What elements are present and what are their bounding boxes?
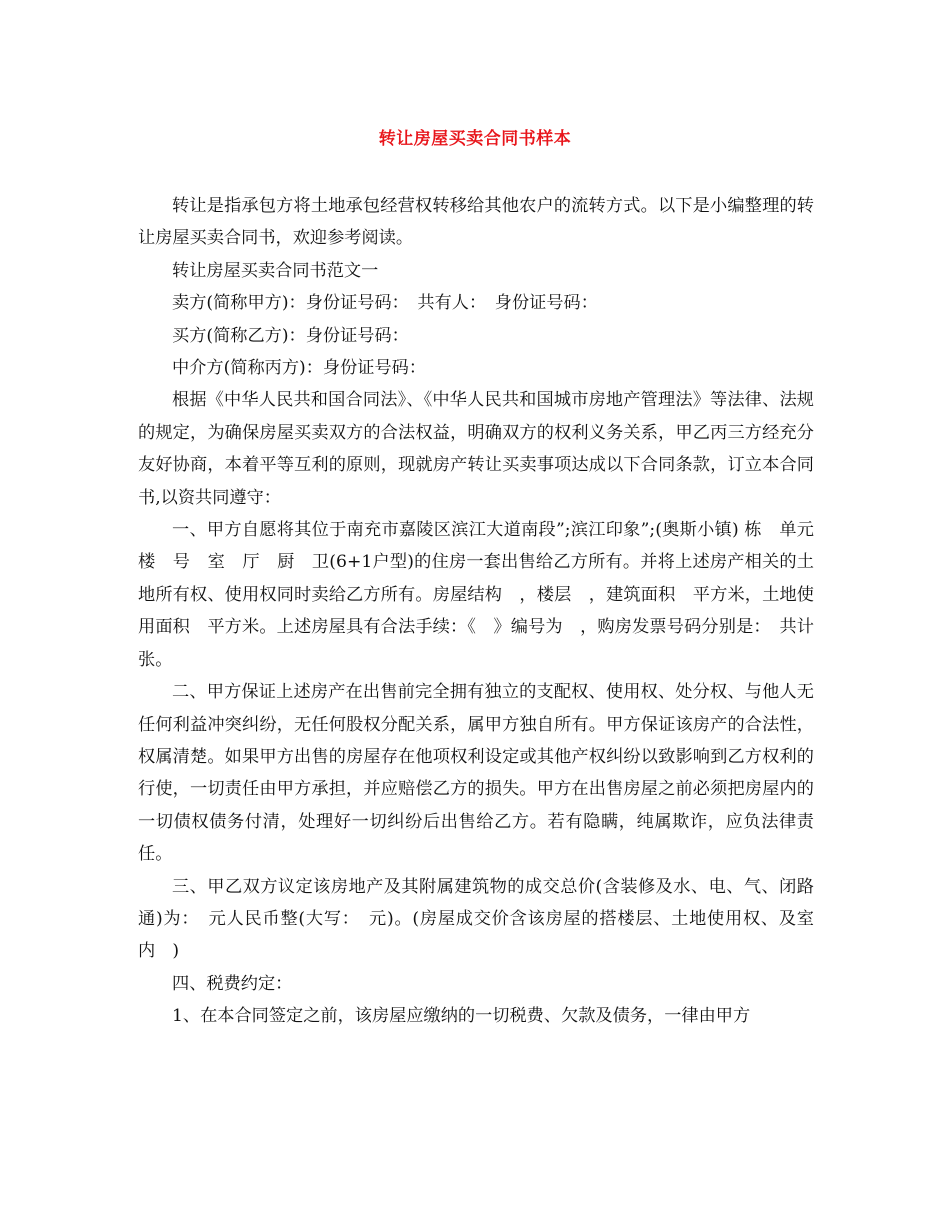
document-body <box>138 190 832 1033</box>
paragraph-agent: 中介方(简称丙方)：身份证号码： <box>172 358 427 379</box>
document-title: 转让房屋买卖合同书样本 <box>378 129 572 149</box>
paragraph-clause-4: 四、税费约定： <box>172 973 293 994</box>
paragraph-clause-3: 三、甲乙双方议定该房地产及其附属建筑物的成交总价(含装修及水、电、气、闭路通)为： 元人民币整(大写： 元)。(房屋成交价含该房屋的搭楼层、土地使用权、及室内 ) <box>138 876 814 962</box>
paragraph-clause-2: 二、甲方保证上述房产在出售前完全拥有独立的支配权、使用权、处分权、与他人无任何利益冲突纠纷，无任何股权分配关系，属甲方独自所有。甲方保证该房产的合法性，权属清楚。如果甲方出售的房屋存在他项权利设定或其他产权纠纷以致影响到乙方权利的行使，一切责任由甲方承担，并应赔偿乙方的损失。甲方在出售房屋之前必须把房屋内的一切债权债务付清，处理好一切纠纷后出售给乙方。若有隐瞒，纯属欺诈，应负法律责任。 <box>138 682 814 865</box>
paragraph-clause-4-1: 1、在本合同签定之前，该房屋应缴纳的一切税费、欠款及债务，一律由甲方 <box>172 1006 751 1027</box>
paragraph-sample-heading: 转让房屋买卖合同书范文一 <box>172 260 379 281</box>
paragraph-clause-1: 一、甲方自愿将其位于南充市嘉陵区滨江大道南段”;滨江印象”;(奥斯小镇) 栋 单元 楼 号 室 厅 厨 卫(6+1户型)的住房一套出售给乙方所有。并将上述房产相关的土地所有权、使用权同时卖给乙方所有。房屋结构 ，楼层 ，建筑面积 平方米，土地使用面积 平方米。上述房屋具有合法手续：《 》编号为 ，购房发票号码分别是： 共计 张。 <box>138 520 832 670</box>
paragraph-intro: 转让是指承包方将土地承包经营权转移给其他农户的流转方式。以下是小编整理的转让房屋买卖合同书，欢迎参考阅读。 <box>138 196 814 249</box>
paragraph-seller: 卖方(简称甲方)：身份证号码： 共有人： 身份证号码： <box>172 293 598 314</box>
paragraph-legal-basis: 根据《中华人民共和国合同法》、《中华人民共和国城市房地产管理法》等法律、法规的规定，为确保房屋买卖双方的合法权益，明确双方的权利义务关系，甲乙丙三方经充分友好协商，本着平等互利的原则，现就房产转让买卖事项达成以下合同条款，订立本合同书,以资共同遵守： <box>138 390 814 508</box>
paragraph-buyer: 买方(简称乙方)：身份证号码： <box>172 325 409 346</box>
